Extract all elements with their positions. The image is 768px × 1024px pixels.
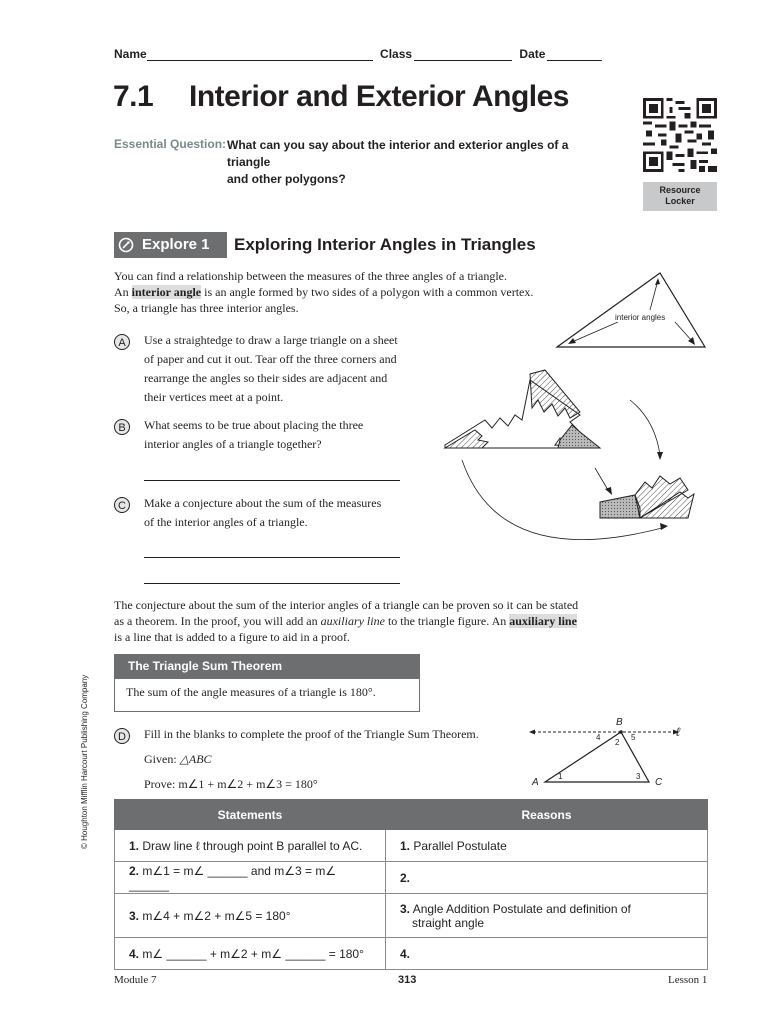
angle-2-label: 2 (615, 738, 620, 747)
reason-cell[interactable] (386, 862, 708, 894)
essential-question-line2: and other polygons? (227, 172, 346, 186)
statement-cell[interactable] (115, 938, 386, 970)
step-a-line2: of paper and cut it out. Tear off the three corners and (144, 352, 397, 366)
auxiliary-line-term: auxiliary line (509, 614, 577, 628)
table-row (115, 938, 708, 970)
given-label: Given: (144, 752, 177, 766)
reason-cell (386, 894, 708, 938)
reason-number: 4. (400, 946, 411, 961)
table-row (115, 862, 708, 894)
proof-table (114, 799, 708, 970)
vertex-a-label: A (532, 777, 539, 788)
reason-text: Parallel Postulate (413, 838, 507, 853)
step-b-text (144, 416, 363, 454)
reason-cell[interactable] (386, 938, 708, 970)
statements-header: Statements (115, 800, 386, 830)
name-label: Name (114, 47, 147, 61)
resource-locker-line2: Locker (665, 196, 695, 206)
table-row (115, 830, 708, 862)
line-ell-label: ℓ (676, 725, 680, 739)
step-c-line2: of the interior angles of a triangle. (144, 515, 308, 529)
prove-label: Prove: (144, 777, 176, 791)
compass-icon (118, 237, 134, 253)
conjecture-line2 (114, 613, 614, 629)
vertex-c-label: C (655, 777, 663, 788)
student-info-header (114, 47, 602, 61)
vertex-b-label: B (616, 717, 623, 728)
reason-text: Angle Addition Postulate and definition of (412, 901, 631, 916)
proof-table-header (115, 800, 708, 830)
statement-text: m∠1 = m∠ ______ and m∠3 = m∠ ______ (129, 863, 337, 892)
conjecture-line1: The conjecture about the sum of the interior angles of a triangle can be proven so it can be stated (114, 598, 579, 612)
conjecture-paragraph (114, 597, 614, 645)
step-d-badge: D (114, 728, 130, 744)
intro-line2 (114, 284, 554, 300)
statement-cell[interactable] (115, 862, 386, 894)
step-a-line1: Use a straightedge to draw a large triangle on a sheet (144, 333, 398, 347)
angle-3-label: 3 (636, 772, 641, 781)
step-c-answer-line-1[interactable] (144, 557, 400, 558)
resource-locker-line1: Resource (659, 185, 701, 195)
torn-triangle-illustration (430, 360, 720, 570)
footer-module: Module 7 (114, 974, 157, 986)
table-row (115, 894, 708, 938)
step-a-text (144, 331, 398, 407)
date-label: Date (519, 47, 546, 61)
intro-line1: You can find a relationship between the measures of the three angles of a triangle. (114, 269, 507, 283)
lesson-number: 7.1 (113, 80, 154, 113)
intro-line3: So, a triangle has three interior angles. (114, 301, 299, 315)
statement-text: Draw line ℓ through point B parallel to AC. (142, 838, 363, 853)
date-field[interactable] (547, 49, 602, 61)
theorem-heading: The Triangle Sum Theorem (114, 654, 420, 678)
class-field[interactable] (414, 49, 512, 61)
statement-text: m∠ ______ + m∠2 + m∠ ______ = 180° (142, 946, 364, 961)
qr-code-icon[interactable] (643, 98, 717, 172)
step-b-line2: interior angles of a triangle together? (144, 437, 322, 451)
step-d-text: Fill in the blanks to complete the proof of the Triangle Sum Theorem. (144, 727, 479, 741)
angle-1-label: 1 (558, 772, 563, 781)
conjecture-line2-pre: as a theorem. In the proof, you will add an (114, 614, 321, 628)
reason-number: 3. (400, 901, 411, 916)
step-c-answer-line-2[interactable] (144, 583, 400, 584)
step-b-line1: What seems to be true about placing the three (144, 418, 364, 432)
step-a-line3: rearrange the angles so their sides are adjacent and (144, 371, 388, 385)
lesson-title: Interior and Exterior Angles (189, 80, 569, 113)
auxiliary-line-italic: auxiliary line (320, 614, 385, 628)
conjecture-line3: is a line that is added to a figure to aid in a proof. (114, 630, 350, 644)
reason-text-line2: straight angle (412, 915, 485, 930)
step-a-badge: A (114, 334, 130, 350)
interior-angles-label: interior angles (615, 313, 666, 322)
page-number: 313 (398, 974, 417, 986)
intro-paragraph (114, 268, 554, 316)
prove-line (144, 775, 318, 794)
explore-title: Exploring Interior Angles in Triangles (234, 235, 536, 254)
step-a-line4: their vertices meet at a point. (144, 390, 284, 404)
intro-line2-post: is an angle formed by two sides of a polygon with a common vertex. (201, 285, 534, 299)
angle-5-label: 5 (631, 733, 636, 742)
statement-cell (115, 830, 386, 862)
step-c-line1: Make a conjecture about the sum of the measures (144, 496, 382, 510)
prove-value: m∠1 + m∠2 + m∠3 = 180° (178, 777, 318, 791)
step-b-answer-line[interactable] (144, 480, 400, 481)
step-b-badge: B (114, 419, 130, 435)
essential-question-text (227, 137, 607, 188)
theorem-body: The sum of the angle measures of a triangle is 180°. (114, 678, 420, 712)
conjecture-line2-post: to the triangle figure. An (384, 614, 510, 628)
step-c-badge: C (114, 497, 130, 513)
resource-locker-button[interactable] (643, 182, 717, 211)
page-title (113, 80, 569, 114)
statement-text: m∠4 + m∠2 + m∠5 = 180° (142, 908, 291, 923)
intro-line2-pre: An (114, 285, 132, 299)
reason-number: 2. (400, 870, 411, 885)
triangle-abc-diagram (525, 714, 695, 794)
copyright-sidebar: © Houghton Mifflin Harcourt Publishing Company (80, 674, 89, 849)
reasons-header: Reasons (386, 800, 708, 830)
statement-number: 2. (129, 863, 140, 878)
reason-cell[interactable] (386, 830, 708, 862)
reason-number: 1. (400, 838, 411, 853)
given-line (144, 750, 212, 769)
step-c-text (144, 494, 381, 532)
class-label: Class (380, 47, 413, 61)
given-value: △ABC (179, 752, 212, 766)
name-field[interactable] (147, 49, 373, 61)
essential-question-label: Essential Question: (114, 137, 227, 151)
explore-tag: Explore 1 (114, 232, 227, 258)
statement-number: 4. (129, 946, 140, 961)
interior-angle-term: interior angle (131, 285, 202, 299)
statement-number: 3. (129, 908, 140, 923)
statement-cell (115, 894, 386, 938)
essential-question-line1: What can you say about the interior and exterior angles of a triangle (227, 138, 569, 169)
statement-number: 1. (129, 838, 140, 853)
angle-4-label: 4 (596, 733, 601, 742)
footer-lesson: Lesson 1 (668, 974, 708, 986)
